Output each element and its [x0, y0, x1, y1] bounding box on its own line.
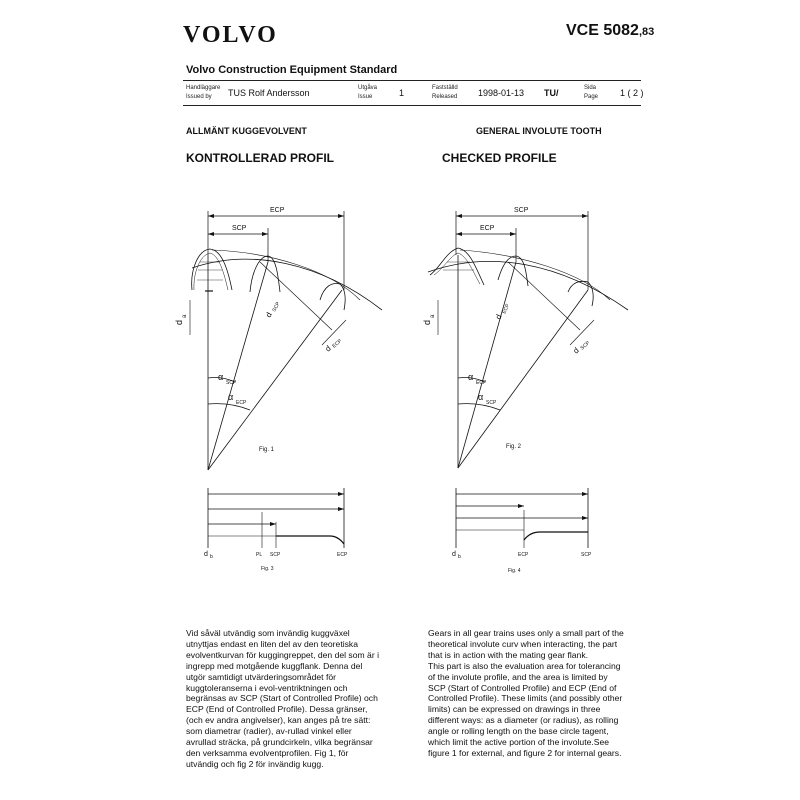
fig2-tangent-line [508, 262, 580, 330]
fig2-tooth-inner [434, 253, 480, 284]
text-sv-line: ECP (End of Controlled Profile). Dessa gränser, [186, 704, 368, 715]
text-sv-line: (och ev andra angivelser), kan anges på tre sätt: [186, 715, 371, 726]
fig1-scp-arrow-l [208, 232, 214, 236]
page-label-en: Page [584, 94, 599, 100]
fig3-ecp-label: ECP [337, 552, 348, 558]
text-en-line: theoretical involute curv when interacting, the part [428, 638, 618, 649]
fig4-ecp-label: ECP [518, 552, 529, 558]
fig2-caption: Fig. 2 [506, 444, 522, 450]
doc-number-suffix: ,83 [638, 26, 655, 38]
title-en: CHECKED PROFILE [442, 151, 557, 165]
fig3-pl-label: PL [256, 552, 263, 558]
text-sv-line: den verksamma evolventprofilen. Fig 1, för [186, 747, 349, 758]
body-text-sv [186, 628, 421, 770]
text-sv-line: ingrepp med motgående kuggflank. Denna del [186, 660, 363, 671]
fig1-alpha-scp-label: α [218, 372, 224, 382]
fig3-scp-label: SCP [270, 552, 281, 558]
fig2-decp-sub: ECP [501, 302, 512, 315]
fig1-ecp-arrow-r [338, 214, 344, 218]
date-value: 1998-01-13 [478, 88, 525, 98]
fig2-scp-arrow-r [582, 214, 588, 218]
fig2-internal-gear [428, 211, 628, 468]
fig2-alpha-scp-label: α [478, 392, 484, 402]
fig1-scp-label: SCP [232, 225, 247, 232]
text-en-line: limits) can be expressed on drawings in three [428, 704, 601, 715]
fig1-ecp-label: ECP [270, 207, 285, 214]
fig2-alpha-ecp-sub: ECP [476, 380, 487, 386]
text-sv-line: kuggtoleranserna i evol-ventriktningen och [186, 682, 348, 693]
text-sv-line: evolventkurvan för kuggingreppet, den del som är i [186, 649, 379, 660]
fig4-db-label: d [452, 551, 456, 558]
fig2-scp-arrow-l [456, 214, 462, 218]
fig1-alpha-ecp-sub: ECP [236, 400, 247, 406]
fig2-dscp-label: d [571, 345, 581, 356]
title-sv: KONTROLLERAD PROFIL [186, 151, 334, 165]
text-en-line: Gears in all gear trains uses only a small part of the [428, 628, 624, 638]
issued-by-label-en: Issued by [186, 94, 212, 100]
fig1-ecp-arrow-l [208, 214, 214, 218]
fig2-ecp-radius [458, 262, 516, 468]
doc-number-main: VCE 5082 [566, 22, 639, 39]
fig2-da-sub: a [430, 314, 436, 318]
fig1-scp-arrow-r [262, 232, 268, 236]
text-en-line: of the involute profile, and the area is limited by [428, 671, 608, 682]
fig3-arrowhead-2 [338, 507, 344, 511]
fig2-involute-arc [460, 250, 610, 300]
fig1-scp-radius [208, 262, 268, 470]
fig3-diagram [208, 488, 344, 548]
fig1-decp-label: d [323, 343, 333, 354]
text-en-line: which limit the active portion of the involute.See [428, 737, 610, 748]
fig2-alpha-ecp-label: α [468, 372, 474, 382]
fig1-tooth-profile [192, 249, 232, 290]
fig3-arrowhead-1 [338, 492, 344, 496]
text-en-line: figure 1 for external, and figure 2 for internal gears. [428, 747, 622, 758]
fig4-arrowhead-2 [518, 504, 524, 508]
fig3-db-label: d [204, 551, 208, 558]
fig1-tooth-hatch [197, 262, 223, 280]
fig3-profile-curve [276, 536, 344, 544]
fig4-caption: Fig. 4 [508, 568, 521, 574]
fig3-arrowhead-3 [270, 522, 276, 526]
fig1-external-gear [190, 211, 382, 470]
text-sv-line: avrullad sträcka, på grundcirkeln, vilka begränsar [186, 737, 373, 748]
text-sv-line: som diametrar (radier), av-rullad vinkel eller [186, 726, 352, 737]
fig1-caption: Fig. 1 [259, 447, 275, 453]
date-label-en: Released [432, 94, 458, 100]
fig1-tooth-inner [194, 253, 228, 290]
fig1-tooth-3 [320, 284, 345, 310]
page-label-sv: Sida [584, 85, 597, 91]
subtitle-en: GENERAL INVOLUTE TOOTH [476, 126, 602, 136]
page-value: 1 ( 2 ) [620, 88, 644, 98]
fig2-tooth-2 [498, 256, 528, 286]
fig2-alpha-scp-sub: SCP [486, 400, 497, 406]
fig4-db-sub: b [458, 554, 461, 560]
issue-label-sv: Utgåva [358, 85, 378, 91]
fig4-arrowhead-3 [582, 516, 588, 520]
issued-by-value: TUS Rolf Andersson [228, 88, 310, 98]
fig1-alpha-scp-sub: SCP [226, 380, 237, 386]
issued-by-label-sv: Handläggare [186, 85, 221, 91]
fig1-dscp-sub: SCP [271, 301, 282, 313]
fig1-alpha-ecp-label: α [228, 392, 234, 402]
fig3-db-sub: b [210, 554, 213, 560]
standard-title: Volvo Construction Equipment Standard [186, 64, 398, 76]
text-sv-line: Vid såväl utvändig som invändig kuggväxel [186, 628, 350, 638]
subtitle-sv: ALLMÄNT KUGGEVOLVENT [186, 126, 307, 136]
text-sv-line: utnyttjas endast en liten del av den teoretiska [186, 638, 358, 649]
fig1-dscp-label: d [263, 310, 274, 319]
fig2-ecp-arrow-r [510, 232, 516, 236]
body-text-en [428, 628, 660, 759]
fig4-diagram [456, 488, 588, 548]
text-en-line: different ways: as a diameter (or radius), as rolling [428, 715, 619, 726]
fig1-da-sub: a [182, 314, 188, 318]
issue-label-en: Issue [358, 94, 373, 100]
fig1-da-label: d [174, 319, 184, 325]
text-en-line: SCP (Start of Controlled Profile) and ECP (End of [428, 682, 617, 693]
fig2-dscp-sub: SCP [579, 340, 592, 352]
issue-value: 1 [399, 88, 405, 98]
fig2-da-label: d [422, 319, 432, 325]
text-sv-line: utgör samtidigt utvärderingsområdet för [186, 671, 336, 682]
text-en-line: This part is also the evaluation area for tolerancing [428, 660, 621, 671]
fig2-decp-label: d [493, 313, 504, 321]
dept-value: TU/ [544, 88, 559, 98]
fig1-tip-circle [192, 259, 382, 313]
fig4-profile-curve [524, 532, 588, 540]
fig2-ecp-arrow-l [456, 232, 462, 236]
fig2-ecp-label: ECP [480, 225, 495, 232]
fig1-involute-arc [212, 250, 360, 300]
fig1-decp-sub: ECP [331, 338, 344, 350]
fig4-scp-label: SCP [581, 552, 592, 558]
date-label-sv: Fastställd [432, 85, 458, 91]
text-en-line: angle or rolling length on the base circle tagent, [428, 726, 609, 737]
fig3-caption: Fig. 3 [261, 566, 274, 572]
text-en-line: that is in action with the mating gear flank. [428, 649, 589, 660]
fig2-scp-label: SCP [514, 207, 529, 214]
text-sv-line: utvändig och fig 2 för invändig kugg. [186, 758, 324, 769]
text-en-line: Controlled Profile). These limits (and possibly other [428, 693, 623, 704]
fig4-arrowhead-1 [582, 492, 588, 496]
volvo-logo: VOLVO [183, 22, 278, 48]
text-sv-line: begränsas av SCP (Start of Controlled Profile) och [186, 693, 378, 704]
